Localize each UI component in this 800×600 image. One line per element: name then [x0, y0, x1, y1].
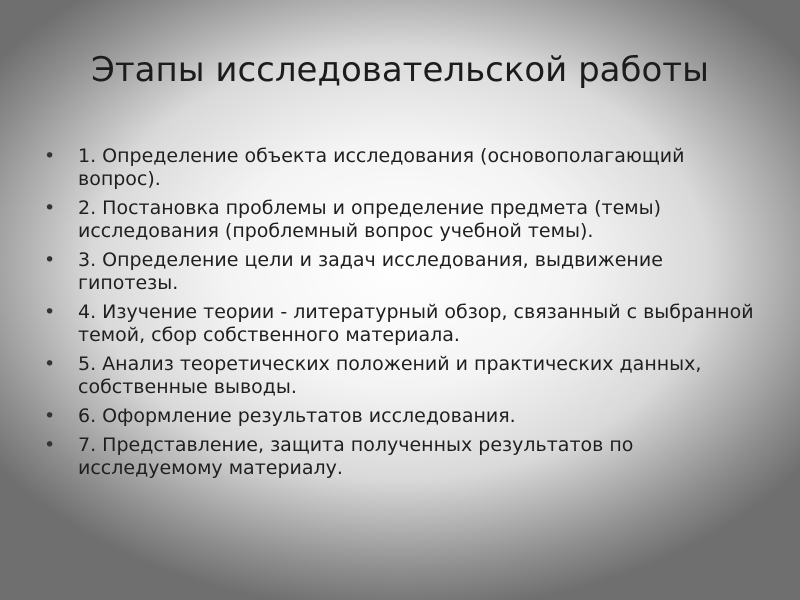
list-item-text: 7. Представление, защита полученных результатов по исследуемому материалу. — [78, 434, 634, 479]
bullet-icon: • — [44, 145, 56, 167]
list-item — [40, 353, 760, 399]
bullet-icon: • — [44, 197, 56, 219]
bullet-icon: • — [44, 249, 56, 271]
list-item-text: 2. Постановка проблемы и определение предмета (темы) исследования (проблемный вопрос учебной темы). — [78, 197, 662, 242]
list-item — [40, 145, 760, 191]
bullet-icon: • — [44, 353, 56, 375]
stages-list — [40, 145, 760, 486]
list-item-text: 6. Оформление результатов исследования. — [78, 405, 516, 427]
list-item — [40, 434, 760, 480]
list-item-text: 1. Определение объекта исследования (основополагающий вопрос). — [78, 145, 685, 190]
list-item — [40, 197, 760, 243]
list-item-text: 4. Изучение теории - литературный обзор, связанный с выбранной темой, сбор собственного материала. — [78, 301, 754, 346]
bullet-icon: • — [44, 434, 56, 456]
list-item — [40, 405, 760, 428]
list-item-text: 3. Определение цели и задач исследования, выдвижение гипотезы. — [78, 249, 663, 294]
list-item-text: 5. Анализ теоретических положений и практических данных, собственные выводы. — [78, 353, 702, 398]
bullet-icon: • — [44, 405, 56, 427]
bullet-icon: • — [44, 301, 56, 323]
list-item — [40, 301, 760, 347]
slide-title: Этапы исследовательской работы — [91, 50, 709, 90]
list-item — [40, 249, 760, 295]
